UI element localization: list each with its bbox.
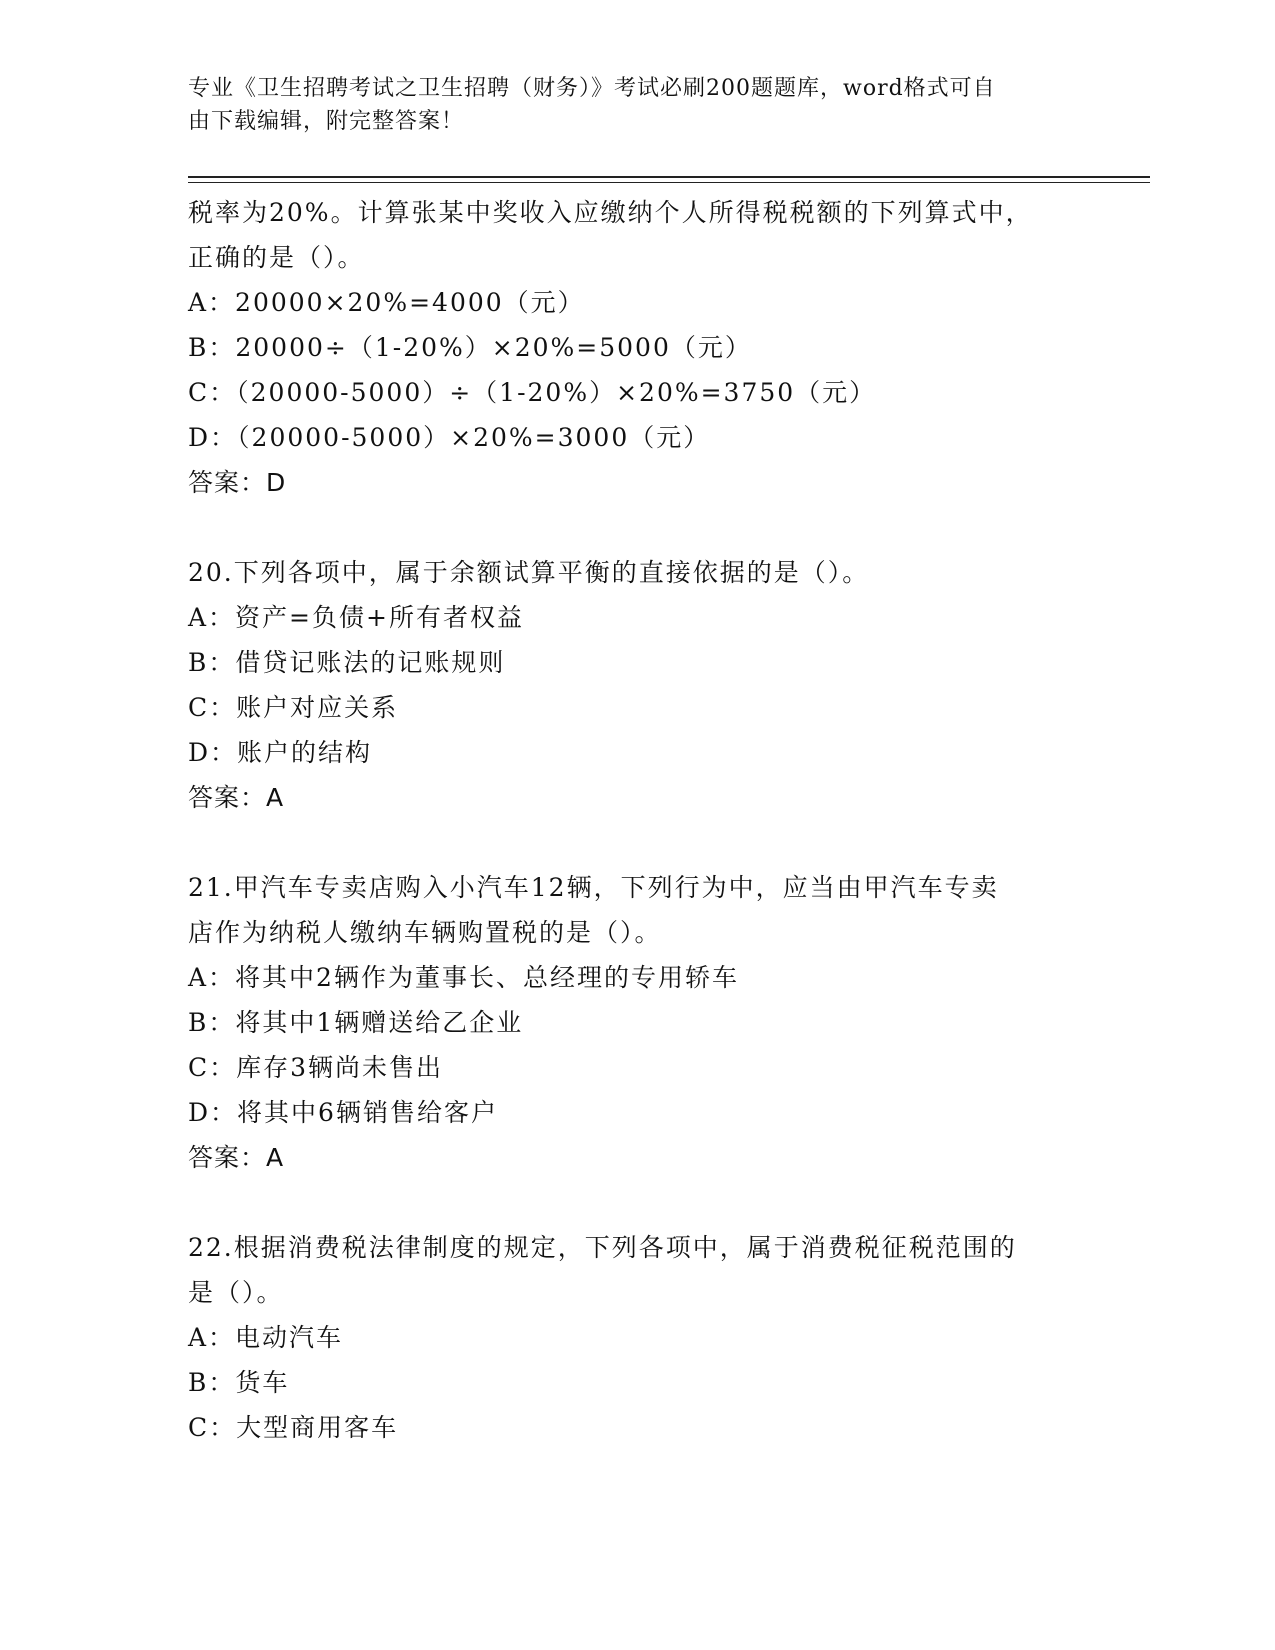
option-a: A：电动汽车: [188, 1323, 344, 1352]
question-stem: 税率为20%。计算张某中奖收入应缴纳个人所得税税额的下列算式中，: [188, 198, 1033, 227]
question-20: [188, 550, 1088, 820]
option-c: C：大型商用客车: [188, 1413, 399, 1442]
spacer: [188, 820, 1088, 865]
answer-label: 答案：A: [188, 783, 285, 812]
option-a: A：将其中2辆作为董事长、总经理的专用轿车: [188, 963, 739, 992]
question-stem: 正确的是（）。: [188, 243, 365, 272]
answer-label: 答案：D: [188, 468, 287, 497]
option-a: A：20000×20%=4000（元）: [188, 288, 585, 317]
question-stem: 是（）。: [188, 1278, 284, 1307]
option-b: B：20000÷（1-20%）×20%=5000（元）: [188, 333, 752, 362]
spacer: [188, 1180, 1088, 1225]
option-c: C：库存3辆尚未售出: [188, 1053, 444, 1082]
option-b: B：货车: [188, 1368, 290, 1397]
header-divider-thin: [188, 182, 1150, 183]
spacer: [188, 505, 1088, 550]
question-content: [188, 190, 1088, 1450]
question-stem: 20.下列各项中，属于余额试算平衡的直接依据的是（）。: [188, 558, 870, 587]
question-stem: 21.甲汽车专卖店购入小汽车12辆，下列行为中，应当由甲汽车专卖: [188, 873, 999, 902]
header-divider-thick: [188, 176, 1150, 178]
document-header: [188, 72, 1068, 138]
answer-label: 答案：A: [188, 1143, 285, 1172]
option-d: D：将其中6辆销售给客户: [188, 1098, 498, 1127]
question-21: [188, 865, 1088, 1180]
question-stem: 22.根据消费税法律制度的规定，下列各项中，属于消费税征税范围的: [188, 1233, 1017, 1262]
question-22: [188, 1225, 1088, 1450]
option-d: D：账户的结构: [188, 738, 373, 767]
option-b: B：将其中1辆赠送给乙企业: [188, 1008, 524, 1037]
header-title-line-1: 专业《卫生招聘考试之卫生招聘（财务）》考试必刷200题题库，word格式可自: [188, 76, 996, 101]
option-c: C：（20000-5000）÷（1-20%）×20%=3750（元）: [188, 378, 877, 407]
option-d: D：（20000-5000）×20%=3000（元）: [188, 423, 711, 452]
header-title-line-2: 由下载编辑，附完整答案！: [188, 109, 465, 134]
option-a: A：资产=负债+所有者权益: [188, 603, 524, 632]
option-b: B：借贷记账法的记账规则: [188, 648, 506, 677]
question-stem: 店作为纳税人缴纳车辆购置税的是（）。: [188, 918, 662, 947]
question-19: [188, 190, 1088, 505]
option-c: C：账户对应关系: [188, 693, 399, 722]
